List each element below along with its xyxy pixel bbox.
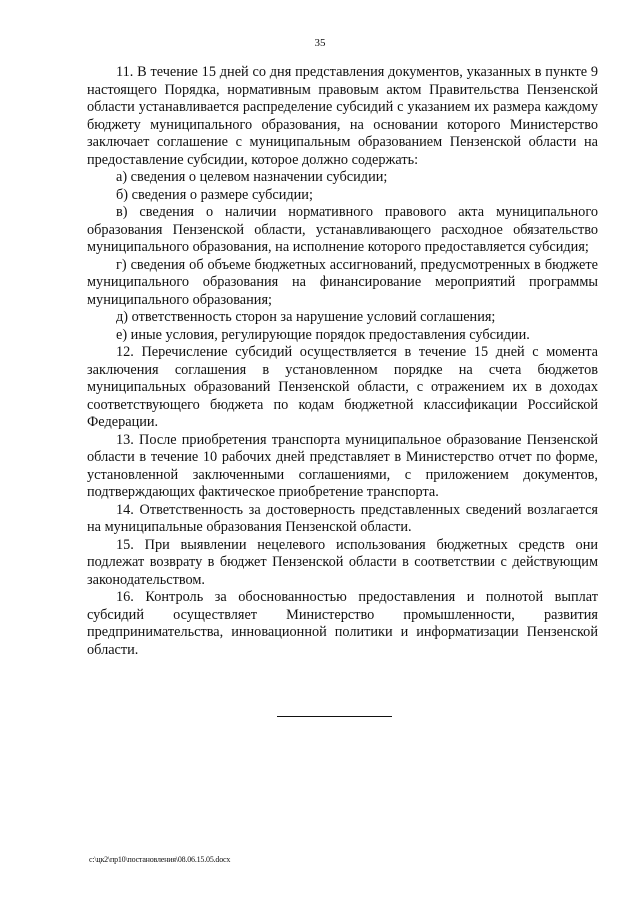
list-item-d: д) ответственность сторон за нарушение условий соглашения; bbox=[116, 309, 496, 325]
list-item-b: б) сведения о размере субсидии; bbox=[116, 186, 313, 203]
list-item-v: в) сведения о наличии нормативного правового акта муниципального образования Пензенской области, устанавливающего расходное обязательство муниципального образования, на исполнение которого предоставляется субсидия; bbox=[87, 204, 598, 255]
page-number: 35 bbox=[314, 37, 326, 49]
paragraph-11: 11. В течение 15 дней со дня представления документов, указанных в пункте 9 настоящего Порядка, нормативным правовым актом Правительства Пензенской области устанавливается распределение субсидий с указанием их размера каждому бюджету муниципального образования, на основании которого Министерство заключает соглашение с муниципальным образованием Пензенской области на предоставление субсидии, которое должно содержать: bbox=[87, 64, 598, 168]
paragraph-16: 16. Контроль за обоснованностью предоставления и полнотой выплат субсидий осуществляет Министерство промышленности, развития предпринимательства, инновационной политики и информатизации Пензенской области. bbox=[87, 589, 598, 658]
list-item-g: г) сведения об объеме бюджетных ассигнований, предусмотренных в бюджете муниципального образования на финансирование мероприятий программы муниципального образования; bbox=[87, 256, 598, 308]
document-body bbox=[87, 64, 598, 659]
paragraph-13: 13. После приобретения транспорта муниципальное образование Пензенской области в течение 10 рабочих дней представляет в Министерство отчет по форме, установленной заключенными соглашениями, с приложением документов, подтверждающих фактическое приобретение транспорта. bbox=[87, 431, 598, 500]
footer-file-path: c:\цк2\пр10\постановления\08.06.15.05.docx bbox=[89, 855, 231, 864]
paragraph-15: 15. При выявлении нецелевого использования бюджетных средств они подлежат возврату в бюджет Пензенской области в соответствии с действующим законодательством. bbox=[87, 536, 598, 588]
paragraph-12: 12. Перечисление субсидий осуществляется в течение 15 дней с момента заключения соглашения в установленном порядке на счета бюджетов муниципальных образований Пензенской области, с отражением их в доходах соответствующего бюджета по кодам бюджетной классификации Российской Федерации. bbox=[87, 344, 598, 430]
list-item-e: е) иные условия, регулирующие порядок предоставления субсидии. bbox=[116, 326, 530, 343]
end-separator-line bbox=[277, 716, 392, 717]
paragraph-14: 14. Ответственность за достоверность представленных сведений возлагается на муниципальные образования Пензенской области. bbox=[87, 501, 598, 535]
list-item-a: а) сведения о целевом назначении субсидии; bbox=[116, 169, 388, 185]
